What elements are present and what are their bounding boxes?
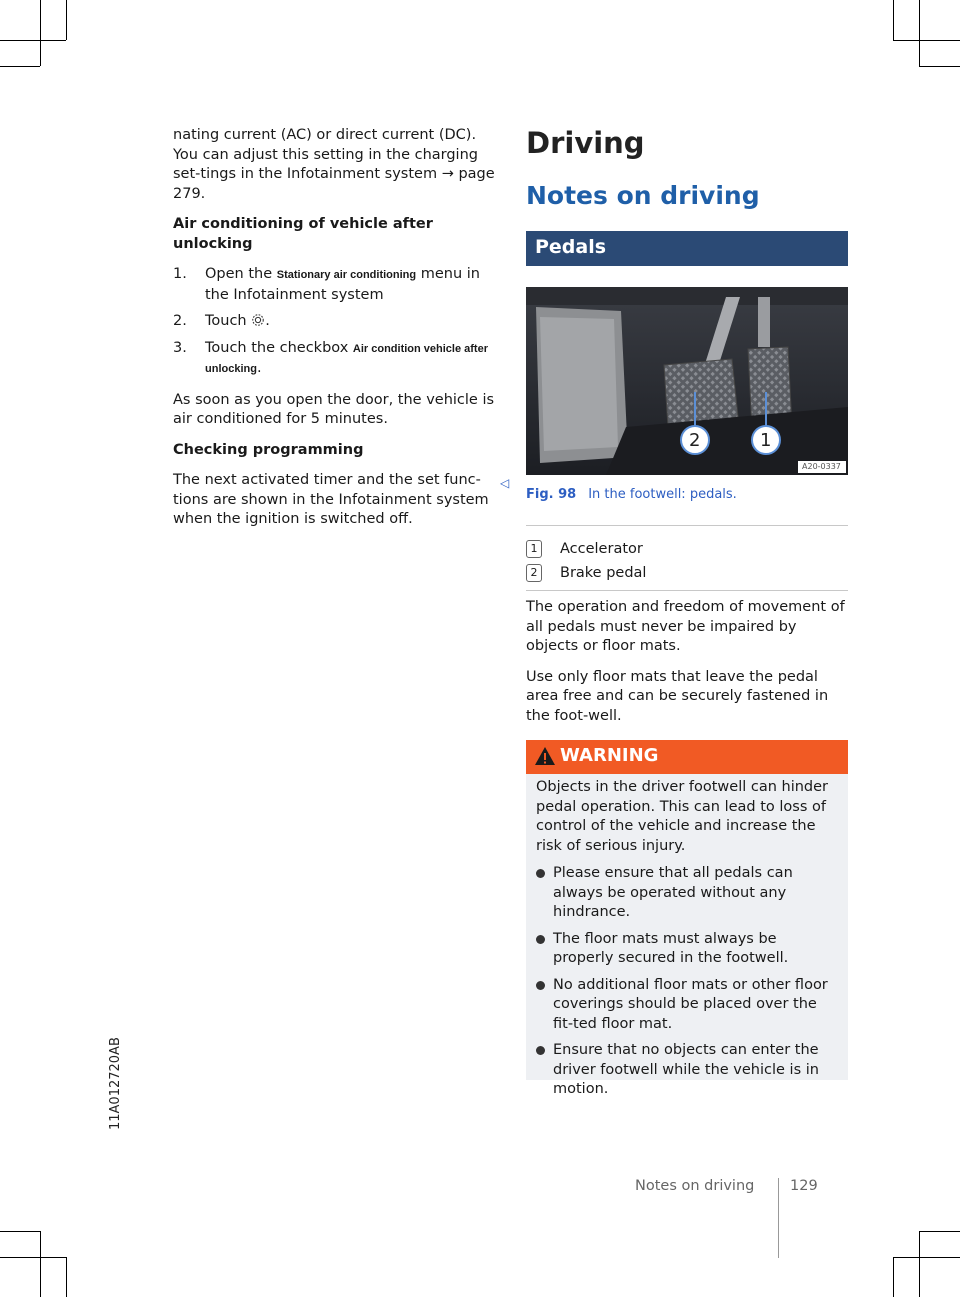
legend-badge: 2 xyxy=(526,564,542,582)
pedal-notes xyxy=(526,598,848,737)
warning-list xyxy=(536,864,838,1100)
warning-bullet: No additional floor mats or other floor coverings should be placed over the fit-ted floor mat. xyxy=(536,976,838,1035)
crop-mark xyxy=(66,0,67,40)
figure-caption-text: In the footwell: pedals. xyxy=(588,487,737,502)
warning-header xyxy=(526,740,848,774)
warning-bullet: The floor mats must always be properly secured in the footwell. xyxy=(536,930,838,969)
crop-mark xyxy=(0,40,66,41)
end-mark-icon: ◁ xyxy=(500,476,510,490)
crop-mark xyxy=(919,66,960,67)
pedals-figure xyxy=(526,287,848,475)
crop-mark xyxy=(0,1257,66,1258)
crop-mark xyxy=(919,0,920,66)
crop-mark xyxy=(40,1231,41,1297)
crop-mark xyxy=(893,1257,894,1297)
steps-list xyxy=(173,265,495,380)
heading-checking-programming: Checking programming xyxy=(173,441,364,458)
warning-bullet: Ensure that no objects can enter the driver footwell while the vehicle is in motion. xyxy=(536,1041,838,1100)
step-item: 3. Touch the checkbox Air condition vehicle after unlocking. xyxy=(173,339,488,376)
crop-mark xyxy=(919,1231,960,1232)
intro-paragraph: nating current (AC) or direct current (DC). You can adjust this setting in the charging set-tings in the Infotainment system → page 279. xyxy=(173,127,495,202)
step-item: 1. Open the Stationary air conditioning menu in the Infotainment system xyxy=(173,266,480,303)
crop-mark xyxy=(0,1231,40,1232)
ui-label-stationary-ac: Stationary air conditioning xyxy=(276,269,417,281)
warning-title: WARNING xyxy=(560,745,659,766)
section-title: Notes on driving xyxy=(526,181,760,210)
callout-2: 2 xyxy=(689,430,701,451)
warning-lead: Objects in the driver footwell can hinder pedal operation. This can lead to loss of control of the vehicle and increase the risk of serious injury. xyxy=(536,779,829,854)
legend-badge: 1 xyxy=(526,540,542,558)
after-steps-paragraph: As soon as you open the door, the vehicle is air conditioned for 5 minutes. xyxy=(173,391,495,427)
figure-code: A20-0337 xyxy=(802,462,841,471)
warning-triangle-icon xyxy=(534,746,556,766)
crop-mark xyxy=(893,0,894,40)
legend-item: 1 Accelerator xyxy=(526,540,643,558)
subsection-title: Pedals xyxy=(535,236,607,258)
legend-item: 2 Brake pedal xyxy=(526,564,646,582)
warning-bullet: Please ensure that all pedals can always be operated without any hindrance. xyxy=(536,864,838,923)
footer-section: Notes on driving xyxy=(635,1178,755,1194)
subsection-bar xyxy=(526,231,848,266)
crop-mark xyxy=(66,1257,67,1297)
left-column xyxy=(173,126,495,541)
crop-mark xyxy=(893,1257,960,1258)
chapter-title: Driving xyxy=(526,126,645,160)
heading-air-conditioning: Air conditioning of vehicle after unlocking xyxy=(173,216,433,252)
paragraph: The operation and freedom of movement of all pedals must never be impaired by objects or floor mats. xyxy=(526,599,845,654)
ui-label-checkbox: Air condition vehicle after unlocking xyxy=(205,342,488,375)
figure-number: Fig. 98 xyxy=(526,487,577,502)
step-item: 2. Touch . xyxy=(173,313,270,329)
page-number: 129 xyxy=(790,1178,818,1194)
figure-caption xyxy=(526,487,737,502)
crop-mark xyxy=(919,1231,920,1297)
check-paragraph: The next activated timer and the set func-tions are shown in the Infotainment system when the ignition is switched off. xyxy=(173,472,489,527)
warning-body xyxy=(526,774,848,1097)
paragraph: Use only floor mats that leave the pedal area free and can be securely fastened in the foot-well. xyxy=(526,668,829,724)
divider xyxy=(526,590,848,591)
crop-mark xyxy=(893,40,960,41)
crop-mark xyxy=(40,0,41,66)
divider xyxy=(526,525,848,526)
callout-1: 1 xyxy=(760,430,772,451)
gear-icon xyxy=(251,313,265,327)
crop-mark xyxy=(0,66,40,67)
footer-divider xyxy=(778,1178,779,1258)
document-code: 11A012720AB xyxy=(108,1037,123,1130)
pedals-image xyxy=(526,287,848,475)
